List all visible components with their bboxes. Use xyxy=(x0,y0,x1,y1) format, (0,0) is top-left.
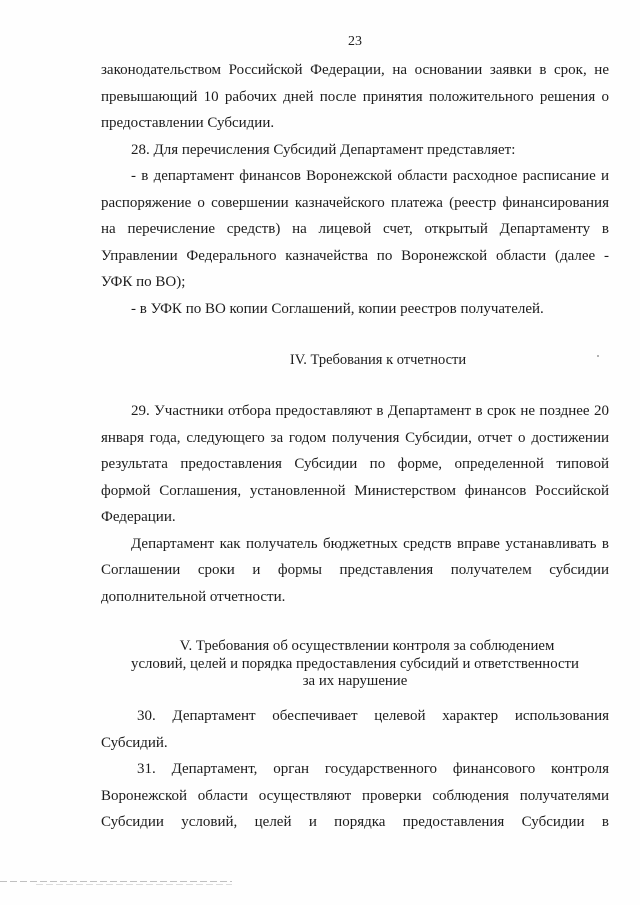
heading-line: V. Требования об осуществлении контроля за соблюдением xyxy=(179,638,555,654)
text-line: 29. Участники отбора предоставляют в Департамент в срок не позднее 20 xyxy=(131,403,609,419)
text-line: формой Соглашения, установленной Министерством финансов Российской xyxy=(101,482,609,499)
section-5-heading xyxy=(101,638,609,691)
text-line: Субсидий. xyxy=(101,734,168,751)
text-block-middle xyxy=(101,398,609,610)
text-line: Воронежской области осуществляют проверки соблюдения получателями xyxy=(101,787,609,804)
paragraph-31 xyxy=(101,756,609,836)
paragraph-28 xyxy=(101,137,609,164)
section-4-heading: IV. Требования к отчетности xyxy=(289,352,467,368)
text-line: - в УФК по ВО копии Соглашений, копии реестров получателей. xyxy=(131,300,544,317)
text-line: УФК по ВО); xyxy=(101,274,186,291)
text-line: Федерации. xyxy=(101,509,176,526)
text-line: - в департамент финансов Воронежской области расходное расписание и xyxy=(131,168,609,185)
text-line: распоряжение о совершении казначейского платежа (реестр финансирования xyxy=(101,194,609,211)
paragraph-28-item-2 xyxy=(101,296,609,323)
heading-line: условий, целей и порядка предоставления субсидий и ответственности xyxy=(131,655,579,672)
text-line: результата предоставления Субсидии по форме, определенной типовой xyxy=(101,456,609,473)
text-line: 30. Департамент обеспечивает целевой характер использования xyxy=(137,708,609,724)
text-line: Субсидии условий, целей и порядка предоставления Субсидии в xyxy=(101,814,609,831)
paragraph-29-note xyxy=(101,531,609,611)
paragraph-29 xyxy=(101,398,609,531)
text-line: Департамент как получатель бюджетных средств вправе устанавливать в xyxy=(131,535,609,552)
scan-speck xyxy=(597,355,599,357)
text-line: законодательством Российской Федерации, на основании заявки в срок, не xyxy=(101,62,609,78)
text-line: января года, следующего за годом получения Субсидии, отчет о достижении xyxy=(101,429,609,446)
text-line: на перечисление средств) на лицевой счет, открытый Департаменту в xyxy=(101,221,609,238)
text-line: превышающий 10 рабочих дней после принятия положительного решения о xyxy=(101,88,609,105)
text-line: Управлении Федерального казначейства по Воронежской области (далее - xyxy=(101,247,609,264)
scan-artifact-line xyxy=(36,884,232,885)
text-line: дополнительной отчетности. xyxy=(101,588,286,605)
text-block-upper xyxy=(101,57,609,322)
paragraph-28-item-1 xyxy=(101,163,609,296)
text-block-lower xyxy=(101,703,609,836)
paragraph-30 xyxy=(101,703,609,756)
text-line: 31. Департамент, орган государственного финансового контроля xyxy=(137,761,609,778)
text-line: 28. Для перечисления Субсидий Департамент представляет: xyxy=(131,141,516,158)
scan-artifact-line xyxy=(0,881,232,882)
paragraph-continuation xyxy=(101,57,609,137)
text-line: Соглашении сроки и формы представления получателем субсидии xyxy=(101,562,609,579)
heading-line: за их нарушение xyxy=(302,673,408,690)
text-line: предоставлении Субсидии. xyxy=(101,115,275,132)
page-number: 23 xyxy=(348,34,362,49)
